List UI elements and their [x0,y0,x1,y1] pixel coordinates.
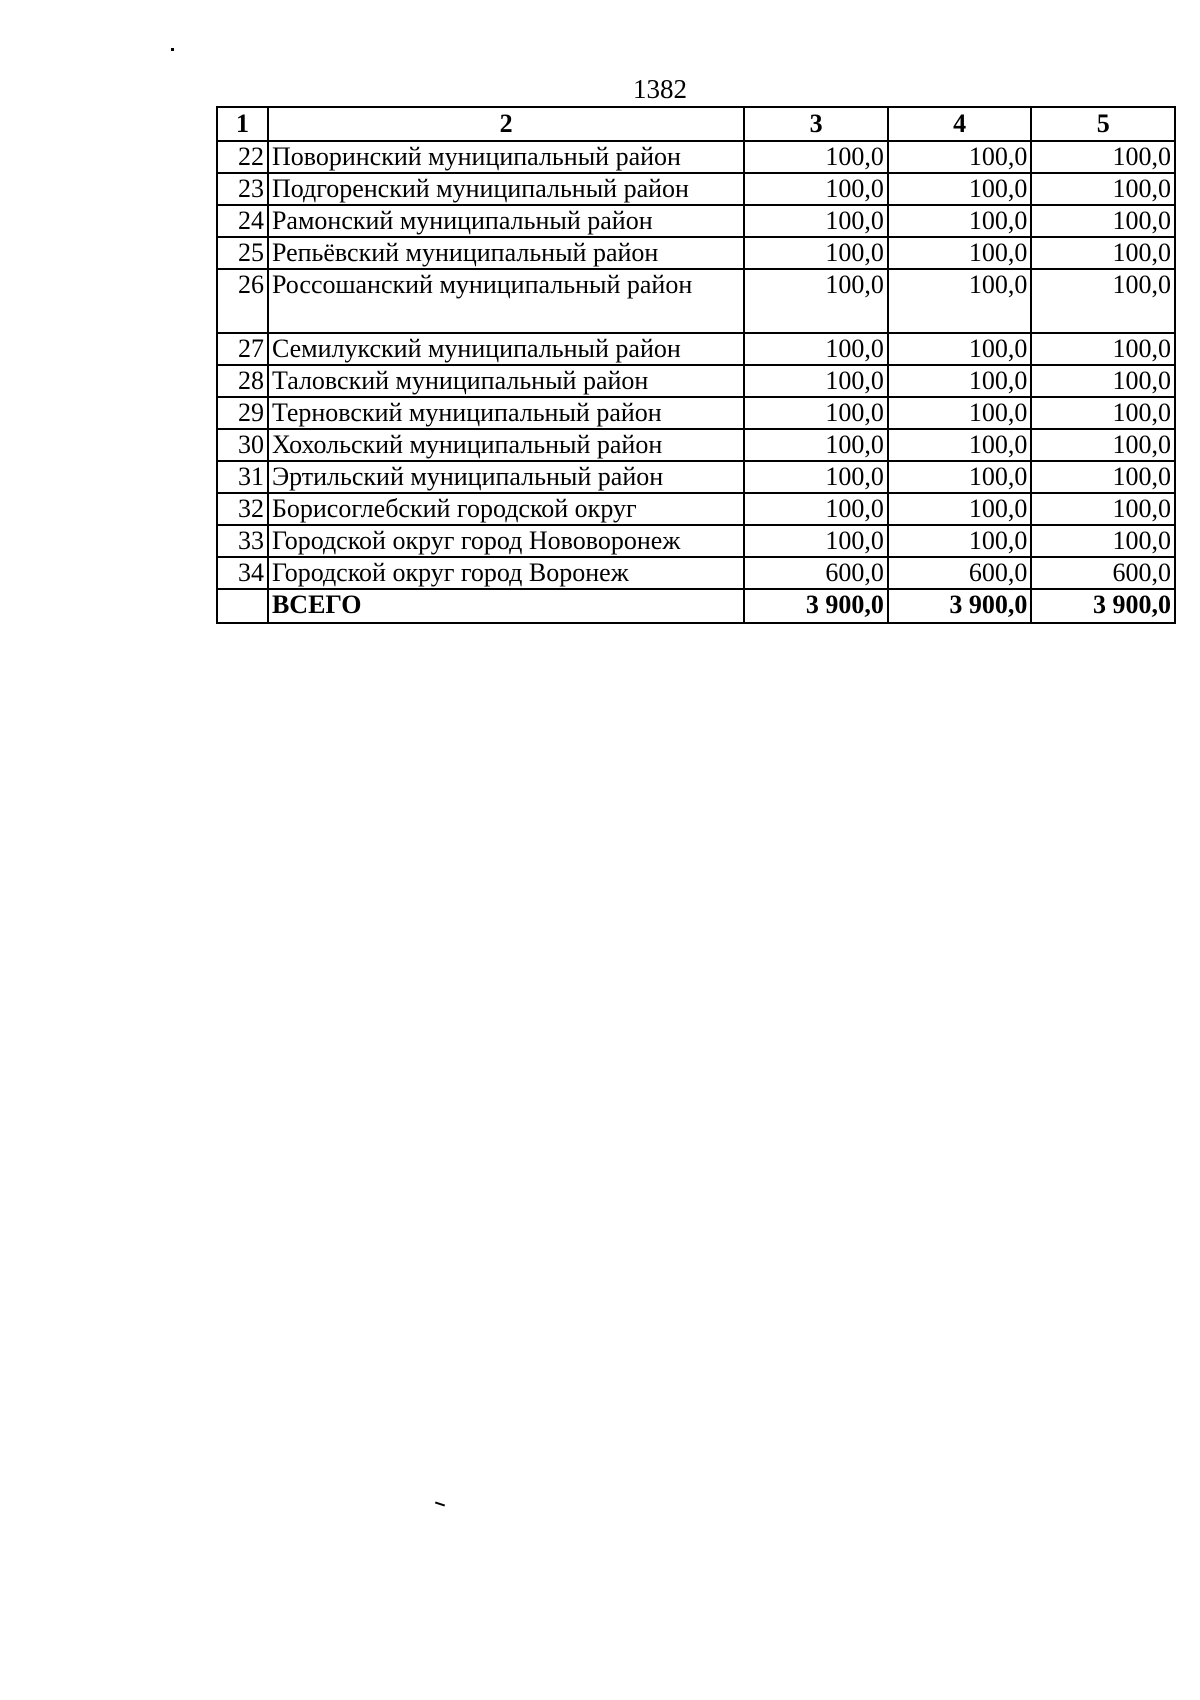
table-header-row [217,107,1175,141]
row-name: Хохольский муниципальный район [268,429,744,461]
allocation-table [216,106,1176,624]
total-value-col4: 3 900,0 [888,589,1032,623]
row-value-col4: 100,0 [888,461,1032,493]
row-name: Поворинский муниципальный район [268,141,744,173]
row-value-col3: 100,0 [744,397,888,429]
table-row [217,141,1175,173]
table-row [217,237,1175,269]
column-header-3: 3 [744,107,888,141]
row-value-col4: 100,0 [888,429,1032,461]
table-row [217,397,1175,429]
scan-speck-top [171,48,174,51]
table-row [217,525,1175,557]
row-name: Борисоглебский городской округ [268,493,744,525]
row-value-col3: 100,0 [744,173,888,205]
row-number: 25 [217,237,268,269]
row-value-col4: 600,0 [888,557,1032,589]
row-value-col3: 100,0 [744,429,888,461]
row-value-col3: 100,0 [744,461,888,493]
row-value-col5: 100,0 [1031,141,1175,173]
column-header-4: 4 [888,107,1032,141]
row-value-col5: 100,0 [1031,461,1175,493]
table-row [217,173,1175,205]
row-number: 28 [217,365,268,397]
row-name: Россошанский муниципальный район [268,269,744,333]
row-value-col5: 100,0 [1031,333,1175,365]
row-value-col5: 100,0 [1031,429,1175,461]
scan-speck-bottom [435,1502,445,1507]
column-header-5: 5 [1031,107,1175,141]
row-value-col3: 100,0 [744,333,888,365]
row-number: 32 [217,493,268,525]
row-value-col4: 100,0 [888,269,1032,333]
row-value-col3: 100,0 [744,525,888,557]
row-value-col3: 100,0 [744,237,888,269]
row-value-col5: 100,0 [1031,173,1175,205]
row-name: Терновский муниципальный район [268,397,744,429]
table-row [217,461,1175,493]
row-value-col4: 100,0 [888,493,1032,525]
row-value-col5: 100,0 [1031,525,1175,557]
table-row [217,333,1175,365]
table-row [217,429,1175,461]
row-name: Репьёвский муниципальный район [268,237,744,269]
row-value-col3: 600,0 [744,557,888,589]
column-header-2: 2 [268,107,744,141]
row-value-col4: 100,0 [888,205,1032,237]
row-number: 24 [217,205,268,237]
row-value-col3: 100,0 [744,269,888,333]
column-header-1: 1 [217,107,268,141]
table-row [217,365,1175,397]
row-value-col5: 100,0 [1031,493,1175,525]
row-value-col5: 100,0 [1031,237,1175,269]
row-value-col4: 100,0 [888,237,1032,269]
row-value-col3: 100,0 [744,205,888,237]
row-name: Городской округ город Нововоронеж [268,525,744,557]
total-row [217,589,1175,623]
row-value-col4: 100,0 [888,333,1032,365]
row-number: 27 [217,333,268,365]
page-number: 1382 [633,74,687,104]
row-number: 29 [217,397,268,429]
row-value-col4: 100,0 [888,365,1032,397]
row-name: Городской округ город Воронеж [268,557,744,589]
row-value-col4: 100,0 [888,173,1032,205]
row-number: 30 [217,429,268,461]
row-value-col3: 100,0 [744,493,888,525]
total-value-col3: 3 900,0 [744,589,888,623]
row-value-col5: 100,0 [1031,269,1175,333]
row-value-col4: 100,0 [888,141,1032,173]
row-number: 33 [217,525,268,557]
row-value-col4: 100,0 [888,525,1032,557]
row-number: 34 [217,557,268,589]
row-number: 22 [217,141,268,173]
row-value-col5: 100,0 [1031,365,1175,397]
row-number: 31 [217,461,268,493]
total-value-col5: 3 900,0 [1031,589,1175,623]
table-row [217,269,1175,333]
row-number: 23 [217,173,268,205]
row-value-col5: 600,0 [1031,557,1175,589]
row-name: Эртильский муниципальный район [268,461,744,493]
table-row [217,493,1175,525]
table-row [217,205,1175,237]
row-value-col3: 100,0 [744,141,888,173]
row-number: 26 [217,269,268,333]
row-name: Рамонский муниципальный район [268,205,744,237]
total-label: ВСЕГО [268,589,744,623]
total-number [217,589,268,623]
row-name: Таловский муниципальный район [268,365,744,397]
row-value-col3: 100,0 [744,365,888,397]
row-value-col5: 100,0 [1031,397,1175,429]
row-value-col4: 100,0 [888,397,1032,429]
table-row [217,557,1175,589]
row-value-col5: 100,0 [1031,205,1175,237]
row-name: Подгоренский муниципальный район [268,173,744,205]
row-name: Семилукский муниципальный район [268,333,744,365]
